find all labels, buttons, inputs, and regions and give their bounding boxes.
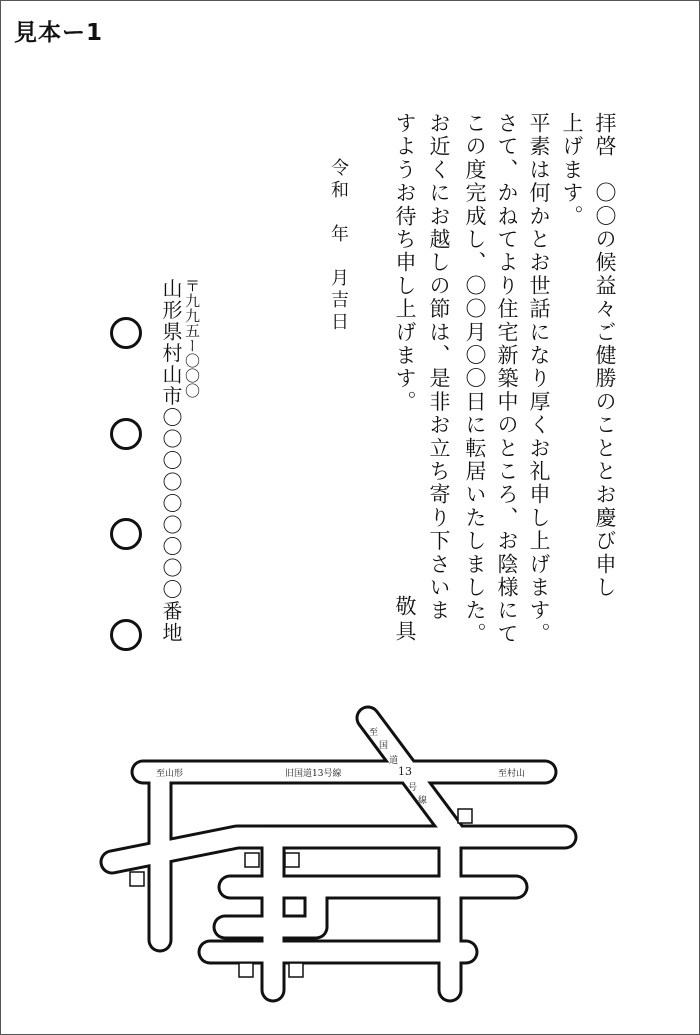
letter-line-1: 拝啓 〇〇の候益々ご健勝のこととお慶び申し: [593, 112, 617, 600]
sender-address: 山形県村山市〇〇〇〇〇〇〇〇〇番地: [159, 278, 183, 644]
landmark-square: [245, 853, 259, 867]
landmark-square: [289, 963, 303, 977]
map-diag-label: 号: [408, 783, 418, 793]
map-label-old-route13: 旧国道13号線: [285, 769, 342, 779]
letter-line-4: さて、かねてより住宅新築中のところ、お陰様にて: [495, 112, 519, 646]
map-label-to-murayama: 至村山: [498, 769, 526, 779]
sample-title: 見本ー1: [14, 20, 104, 46]
map-diag-label: 線: [418, 796, 428, 806]
roads-fill: [112, 718, 565, 990]
map-label-to-yamagata: 至山形: [156, 769, 184, 779]
letter-date: 令和 年 月吉日: [328, 158, 349, 334]
map-diag-label: 道: [389, 756, 399, 766]
landmark-square: [458, 809, 472, 823]
letter-line-7: すようお待ち申し上げます。: [393, 112, 417, 414]
landmark-square: [130, 872, 144, 886]
letter-line-5: この度完成し、〇〇月〇〇日に転居いたしました。: [463, 112, 487, 646]
map-diag-label: 13: [398, 765, 412, 778]
sender-postal: 〒九九五ー〇〇〇: [183, 278, 201, 398]
letter-line-6: お近くにお越しの節は、是非お立ち寄り下さいま: [427, 112, 451, 623]
landmark-square: [239, 963, 253, 977]
map-diag-label: 国: [379, 741, 389, 751]
letter-line-2: 上げます。: [560, 112, 584, 228]
landmark-square: [285, 853, 299, 867]
map-diag-label: 至: [369, 728, 379, 738]
letter-closing: 敬具: [393, 595, 417, 645]
letter-line-3: 平素は何かとお世話になり厚くお礼申し上げます。: [527, 112, 551, 646]
